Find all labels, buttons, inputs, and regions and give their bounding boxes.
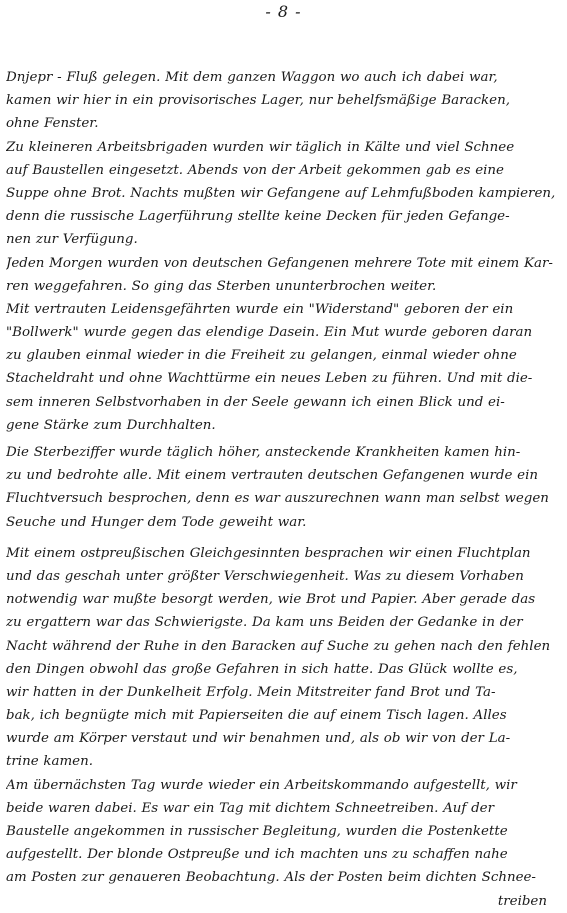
text-line: kamen wir hier in ein provisorisches Lager, nur behelfsmäßige Baracken, (6, 93, 510, 109)
text-line: ren weggefahren. So ging das Sterben ununterbrochen weiter. (6, 278, 437, 294)
text-line: Fluchtversuch besprochen, denn es war auszurechnen wann man selbst wegen (6, 491, 549, 507)
text-line: zu ergattern war das Schwierigste. Da kam uns Beiden der Gedanke in der (6, 615, 523, 631)
text-line: sem inneren Selbstvorhaben in der Seele gewann ich einen Blick und ei- (6, 394, 505, 410)
text-line: Die Sterbeziffer wurde täglich höher, ansteckende Krankheiten kamen hin- (6, 445, 521, 460)
page-number: - 8 - (265, 2, 302, 21)
text-line: ohne Fenster. (6, 116, 99, 132)
text-line: Mit einem ostpreußischen Gleichgesinnten besprachen wir einen Fluchtplan (6, 545, 531, 561)
text-line: "Bollwerk" wurde gegen das elendige Dasein. Ein Mut wurde geboren daran (6, 325, 533, 341)
text-line: auf Baustellen eingesetzt. Abends von der Arbeit gekommen gab es eine (6, 162, 504, 178)
text-line: Am übernächsten Tag wurde wieder ein Arbeitskommando aufgestellt, wir (6, 777, 517, 793)
text-line: Baustelle angekommen in russischer Begleitung, wurden die Postenkette (6, 824, 508, 839)
body-text (6, 66, 561, 913)
text-line: Jeden Morgen wurden von deutschen Gefangenen mehrere Tote mit einem Kar- (6, 255, 553, 271)
text-line: bak, ich begnügte mich mit Papierseiten die auf einem Tisch lagen. Alles (6, 708, 507, 724)
text-line: beide waren dabei. Es war ein Tag mit dichtem Schneetreiben. Auf der (6, 800, 494, 816)
text-line: Nacht während der Ruhe in den Baracken auf Suche zu gehen nach den fehlen (6, 638, 551, 654)
text-line: denn die russische Lagerführung stellte keine Decken für jeden Gefange- (6, 209, 510, 225)
text-line: zu und bedrohte alle. Mit einem vertrauten deutschen Gefangenen wurde ein (6, 468, 539, 484)
text-line: den Dingen obwohl das große Gefahren in sich hatte. Das Glück wollte es, (6, 661, 518, 677)
text-line: Dnjepr - Fluß gelegen. Mit dem ganzen Waggon wo auch ich dabei war, (6, 70, 498, 85)
text-line: wurde am Körper verstaut und wir benahmen und, als ob wir von der La- (6, 731, 511, 747)
text-line: Stacheldraht und ohne Wachttürme ein neues Leben zu führen. Und mit die- (6, 371, 533, 387)
text-line: notwendig war mußte besorgt werden, wie Brot und Papier. Aber gerade das (6, 592, 536, 608)
text-line: am Posten zur genaueren Beobachtung. Als der Posten beim dichten Schnee- (6, 870, 536, 886)
text-line: treiben (497, 893, 547, 909)
text-line: Zu kleineren Arbeitsbrigaden wurden wir täglich in Kälte und viel Schnee (6, 139, 515, 155)
text-line: aufgestellt. Der blonde Ostpreuße und ich machten uns zu schaffen nahe (6, 847, 508, 863)
text-line: nen zur Verfügung. (6, 232, 138, 248)
text-line: Suppe ohne Brot. Nachts mußten wir Gefangene auf Lehmfußboden kampieren, (6, 185, 556, 201)
text-line: gene Stärke zum Durchhalten. (6, 417, 216, 433)
text-line: trine kamen. (6, 754, 93, 770)
text-line: wir hatten in der Dunkelheit Erfolg. Mein Mitstreiter fand Brot und Ta- (6, 684, 496, 700)
text-line: Seuche und Hunger dem Tode geweiht war. (6, 514, 307, 530)
text-line: und das geschah unter größter Verschwiegenheit. Was zu diesem Vorhaben (6, 568, 524, 584)
text-line: zu glauben einmal wieder in die Freiheit zu gelangen, einmal wieder ohne (6, 348, 517, 364)
text-line: Mit vertrauten Leidensgefährten wurde ein "Widerstand" geboren der ein (6, 301, 514, 317)
